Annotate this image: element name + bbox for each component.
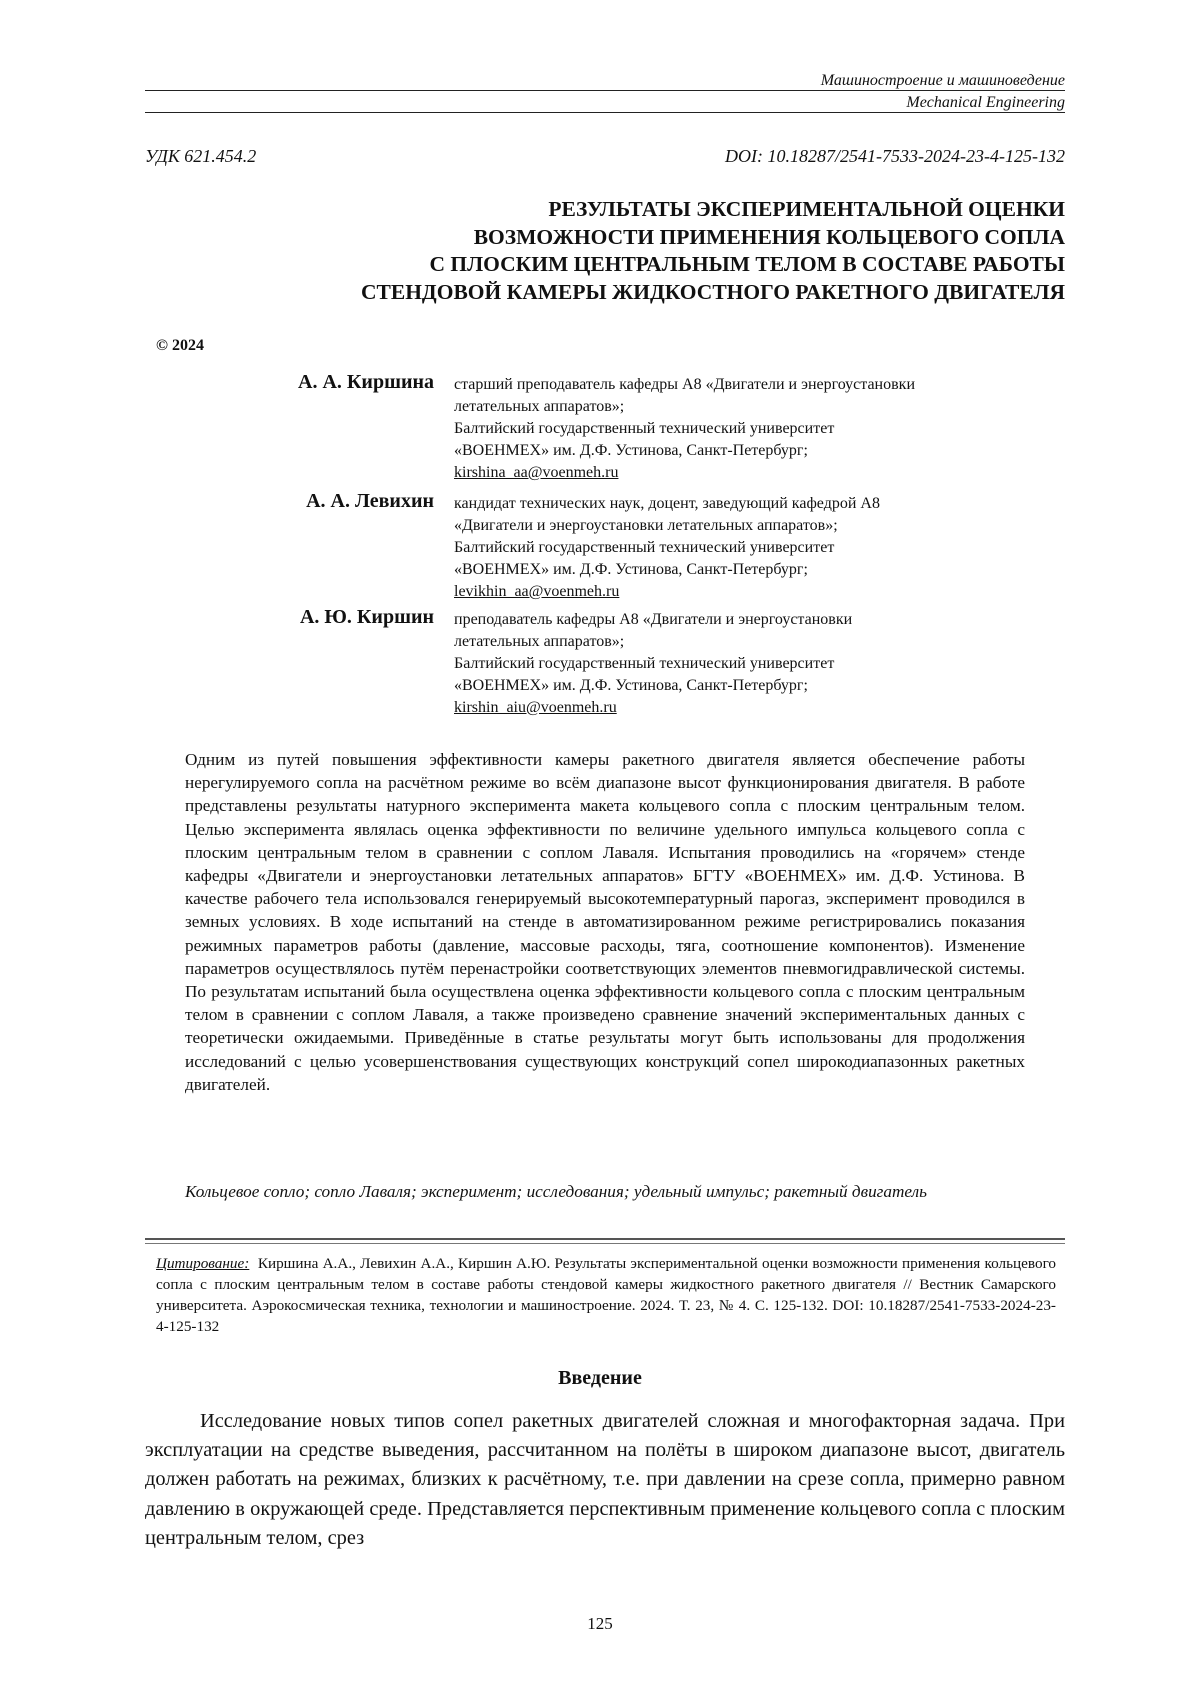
citation-text: Киршина А.А., Левихин А.А., Киршин А.Ю. Результаты экспериментальной оценки возможности применения кольцевого сопла с плоским центральным телом в составе работы стендовой камеры жидкостного ракетного двигателя // Вестник Самарского университета. Аэрокосмическая техника, технологии и машиностроение. 2024. Т. 23, № 4. С. 125-132. DOI: 10.18287/2541-7533-2024-23-4-125-132 [156, 1255, 1057, 1335]
header-rule-top [145, 90, 1065, 91]
header-rule-bottom [145, 112, 1065, 113]
article-title [165, 196, 1065, 306]
title-line: ВОЗМОЖНОСТИ ПРИМЕНЕНИЯ КОЛЬЦЕВОГО СОПЛА [473, 224, 1065, 249]
title-line: С ПЛОСКИМ ЦЕНТРАЛЬНЫМ ТЕЛОМ В СОСТАВЕ РАБОТЫ [429, 252, 1065, 276]
affiliation-line: Балтийский государственный технический университет [454, 420, 835, 437]
affiliation-line: старший преподаватель кафедры А8 «Двигатели и энергоустановки [454, 376, 915, 393]
author-affiliation [454, 374, 915, 484]
affiliation-line: Балтийский государственный технический университет [454, 539, 835, 556]
affiliation-line: «ВОЕНМЕХ» им. Д.Ф. Устинова, Санкт-Петербург; [454, 677, 808, 694]
doi: DOI: 10.18287/2541-7533-2024-23-4-125-132 [725, 146, 1065, 166]
affiliation-line: преподаватель кафедры А8 «Двигатели и энергоустановки [454, 611, 853, 628]
affiliation-line: Балтийский государственный технический университет [454, 655, 835, 672]
intro-paragraph: Исследование новых типов сопел ракетных двигателей сложная и многофакторная задача. При эксплуатации на средстве выведения, рассчитанном на полёты в широком диапазоне высот, двигатель должен работать на режимах, близких к расчётному, т.е. при давлении на срезе сопла, примерно равном давлению в окружающей среде. Представляется перспективным применение кольцевого сопла с плоским центральным телом, срез [145, 1410, 1065, 1549]
keywords: Кольцевое сопло; сопло Лаваля; эксперимент; исследования; удельный импульс; ракетный двигатель [185, 1182, 927, 1201]
page-number: 125 [587, 1614, 613, 1633]
affiliation-line: «Двигатели и энергоустановки летательных аппаратов»; [454, 517, 838, 534]
author-email-link[interactable]: kirshina_aa@voenmeh.ru [454, 464, 619, 481]
affiliation-line: «ВОЕНМЕХ» им. Д.Ф. Устинова, Санкт-Петербург; [454, 442, 808, 459]
udk-code: УДК 621.454.2 [145, 146, 257, 166]
citation-rule-thin [145, 1243, 1065, 1244]
author-name: А. Ю. Киршин [299, 606, 434, 628]
author-affiliation [454, 609, 852, 719]
author-name: А. А. Левихин [306, 490, 434, 512]
citation-rule-thick [145, 1238, 1065, 1240]
copyright: © 2024 [156, 337, 204, 354]
affiliation-line: кандидат технических наук, доцент, заведующий кафедрой А8 [454, 495, 880, 512]
affiliation-line: летательных аппаратов»; [454, 398, 625, 415]
journal-section-en: Mechanical Engineering [906, 94, 1065, 111]
affiliation-line: «ВОЕНМЕХ» им. Д.Ф. Устинова, Санкт-Петербург; [454, 561, 808, 578]
section-heading-introduction: Введение [558, 1367, 642, 1389]
abstract: Одним из путей повышения эффективности камеры ракетного двигателя является обеспечение работы нерегулируемого сопла на расчётном режиме во всём диапазоне высот функционирования двигателя. В работе представлены результаты натурного эксперимента макета кольцевого сопла с плоским центральным телом. Целью эксперимента являлась оценка эффективности по величине удельного импульса кольцевого сопла с плоским центральным телом в сравнении с соплом Лаваля. Испытания проводились на «горячем» стенде кафедры «Двигатели и энергоустановки летательных аппаратов» БГТУ «ВОЕНМЕХ» им. Д.Ф. Устинова. В качестве рабочего тела использовался генерируемый высокотемпературный парогаз, эксперимент проводился в земных условиях. В ходе испытаний на стенде в автоматизированном режиме регистрировались показания режимных параметров работы (давление, массовые расходы, тяга, соотношение компонентов). Изменение параметров осуществлялось путём перенастройки соответствующих элементов пневмогидравлической системы. По результатам испытаний была осуществлена оценка эффективности кольцевого сопла с плоским центральным телом в сравнении с соплом Лаваля, а также произведено сравнение значений экспериментальных данных с теоретически ожидаемыми. Приведённые в статье результаты могут быть использованы для продолжения исследований с целью усовершенствования существующих конструкций сопел широкодиапазонных ракетных двигателей. [185, 750, 1025, 1094]
citation [156, 1253, 1056, 1337]
author-name: А. А. Киршина [298, 371, 434, 393]
citation-label: Цитирование: [156, 1255, 250, 1272]
affiliation-line: летательных аппаратов»; [454, 633, 625, 650]
title-line: СТЕНДОВОЙ КАМЕРЫ ЖИДКОСТНОГО РАКЕТНОГО ДВИГАТЕЛЯ [361, 279, 1065, 304]
author-affiliation [454, 493, 880, 603]
title-line: РЕЗУЛЬТАТЫ ЭКСПЕРИМЕНТАЛЬНОЙ ОЦЕНКИ [548, 197, 1065, 221]
introduction-text [145, 1407, 1065, 1553]
author-email-link[interactable]: levikhin_aa@voenmeh.ru [454, 583, 620, 600]
journal-section-ru: Машиностроение и машиноведение [820, 72, 1065, 89]
author-email-link[interactable]: kirshin_aiu@voenmeh.ru [454, 699, 617, 716]
